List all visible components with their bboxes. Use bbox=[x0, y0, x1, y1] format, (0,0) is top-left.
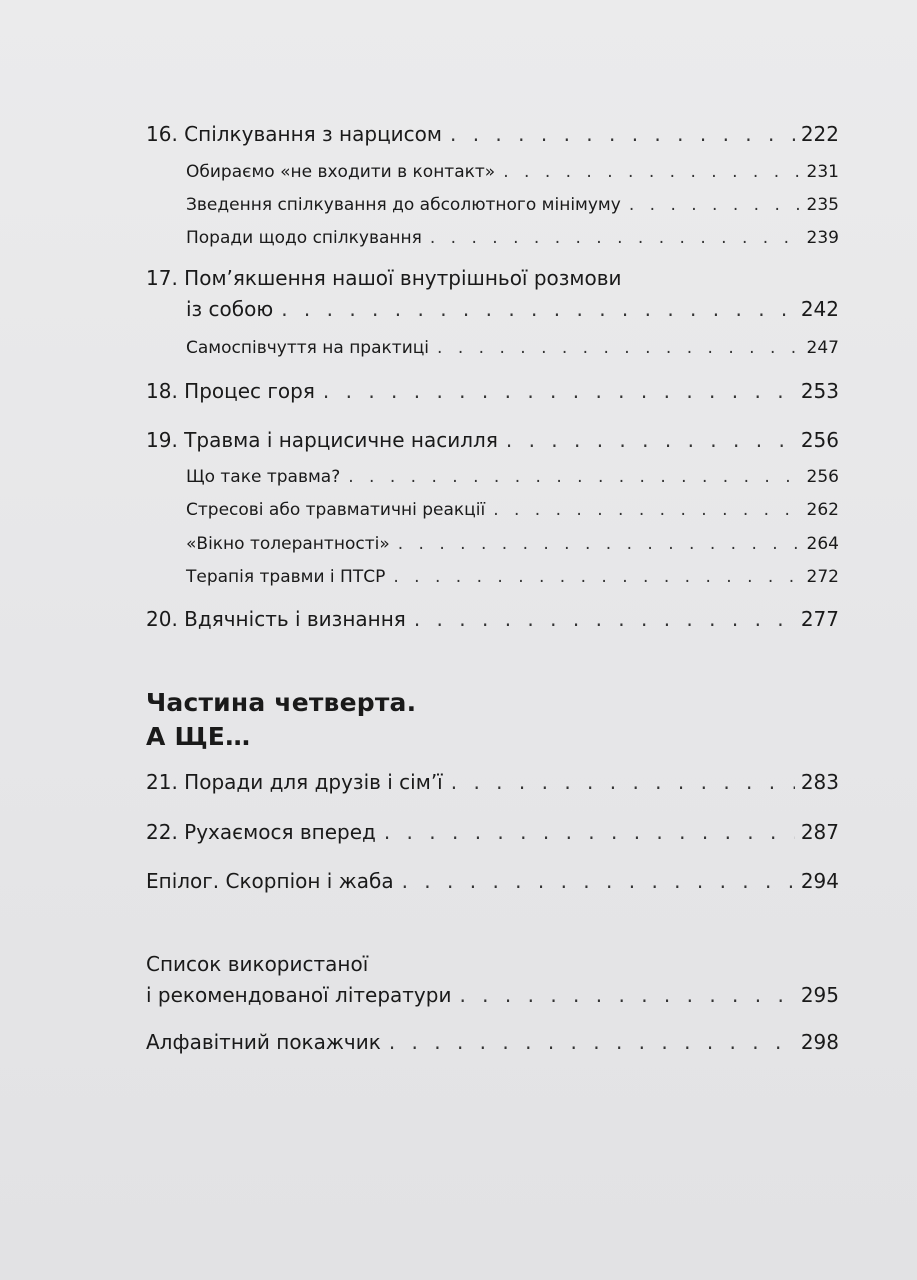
toc-entry-title: Алфавітний покажчик bbox=[146, 1030, 381, 1054]
dot-leader bbox=[389, 1030, 795, 1054]
toc-page-number: 231 bbox=[806, 162, 839, 182]
toc-entry-title: Терапія травми і ПТСР bbox=[186, 567, 386, 587]
dot-leader bbox=[459, 983, 794, 1007]
dot-leader bbox=[503, 162, 800, 182]
toc-entry-title: «Вікно толерантності» bbox=[186, 534, 390, 554]
toc-entry-title: Обираємо «не входити в контакт» bbox=[186, 162, 496, 182]
toc-entry-section[interactable] bbox=[186, 228, 839, 248]
toc-entry-chapter-20[interactable] bbox=[146, 607, 839, 631]
part-heading bbox=[146, 686, 416, 754]
toc-entry-title: Поради щодо спілкування bbox=[186, 228, 422, 248]
part-heading-line: А ЩЕ… bbox=[146, 722, 251, 751]
toc-entry-title: Стресові або травматичні реакції bbox=[186, 500, 486, 520]
dot-leader bbox=[437, 338, 801, 358]
dot-leader bbox=[323, 379, 795, 403]
toc-page-number: 283 bbox=[800, 770, 839, 794]
toc-entry-title: 16. Спілкування з нарцисом bbox=[146, 122, 442, 146]
toc-entry-title: і рекомендованої літератури bbox=[146, 983, 452, 1007]
toc-page-number: 235 bbox=[806, 195, 839, 215]
toc-entry-section[interactable] bbox=[186, 567, 839, 587]
toc-page-number: 295 bbox=[800, 983, 839, 1007]
toc-page-number: 298 bbox=[800, 1030, 839, 1054]
toc-page-number: 242 bbox=[800, 297, 839, 321]
dot-leader bbox=[348, 467, 800, 487]
toc-page-number: 264 bbox=[806, 534, 839, 554]
dot-leader bbox=[414, 607, 795, 631]
toc-page-number: 287 bbox=[800, 820, 839, 844]
toc-entry-title: Що таке травма? bbox=[186, 467, 341, 487]
toc-entry-title: 20. Вдячність і визнання bbox=[146, 607, 406, 631]
toc-entry-title: 22. Рухаємося вперед bbox=[146, 820, 376, 844]
dot-leader bbox=[398, 534, 801, 554]
toc-page-number: 247 bbox=[806, 338, 839, 358]
dot-leader bbox=[629, 195, 801, 215]
toc-entry-bibliography[interactable] bbox=[146, 983, 839, 1007]
toc-entry-chapter-19[interactable] bbox=[146, 428, 839, 452]
toc-entry-chapter-22[interactable] bbox=[146, 820, 839, 844]
dot-leader bbox=[493, 500, 800, 520]
toc-entry-title: 19. Травма і нарцисичне насилля bbox=[146, 428, 498, 452]
toc-page-number: 256 bbox=[806, 467, 839, 487]
toc-entry-section[interactable] bbox=[186, 534, 839, 554]
toc-entry-section[interactable] bbox=[186, 467, 839, 487]
toc-page-number: 294 bbox=[800, 869, 839, 893]
dot-leader bbox=[451, 770, 795, 794]
toc-entry-epilogue[interactable] bbox=[146, 869, 839, 893]
toc-page-number: 272 bbox=[806, 567, 839, 587]
toc-entry-chapter-16[interactable] bbox=[146, 122, 839, 146]
toc-page-number: 277 bbox=[800, 607, 839, 631]
dot-leader bbox=[384, 820, 795, 844]
toc-entry-title-line: 17. Пом’якшення нашої внутрішньої розмови bbox=[146, 266, 622, 290]
part-heading-line: Частина четверта. bbox=[146, 688, 417, 717]
toc-entry-title: 18. Процес горя bbox=[146, 379, 315, 403]
toc-page-number: 222 bbox=[800, 122, 839, 146]
toc-page-number: 253 bbox=[800, 379, 839, 403]
toc-entry-title: із собою bbox=[186, 297, 274, 321]
dot-leader bbox=[402, 869, 795, 893]
toc-entry-title: Самоспівчуття на практиці bbox=[186, 338, 430, 358]
dot-leader bbox=[506, 428, 795, 452]
dot-leader bbox=[281, 297, 795, 321]
toc-page-number: 239 bbox=[806, 228, 839, 248]
toc-entry-section[interactable] bbox=[186, 195, 839, 215]
toc-entry-section[interactable] bbox=[186, 162, 839, 182]
toc-entry-title: 21. Поради для друзів і сім’ї bbox=[146, 770, 443, 794]
dot-leader bbox=[393, 567, 800, 587]
toc-entry-chapter-18[interactable] bbox=[146, 379, 839, 403]
toc-entry-section[interactable] bbox=[186, 338, 839, 358]
toc-entry-title: Зведення спілкування до абсолютного мінімуму bbox=[186, 195, 621, 215]
toc-entry-chapter-21[interactable] bbox=[146, 770, 839, 794]
toc-page-number: 262 bbox=[806, 500, 839, 520]
toc-entry-title-line: Список використаної bbox=[146, 952, 369, 976]
dot-leader bbox=[450, 122, 795, 146]
toc-entry-index[interactable] bbox=[146, 1030, 839, 1054]
toc-entry-chapter-17[interactable] bbox=[186, 297, 839, 321]
dot-leader bbox=[430, 228, 801, 248]
toc-page-number: 256 bbox=[800, 428, 839, 452]
toc-entry-section[interactable] bbox=[186, 500, 839, 520]
toc-entry-title: Епілог. Скорпіон і жаба bbox=[146, 869, 394, 893]
